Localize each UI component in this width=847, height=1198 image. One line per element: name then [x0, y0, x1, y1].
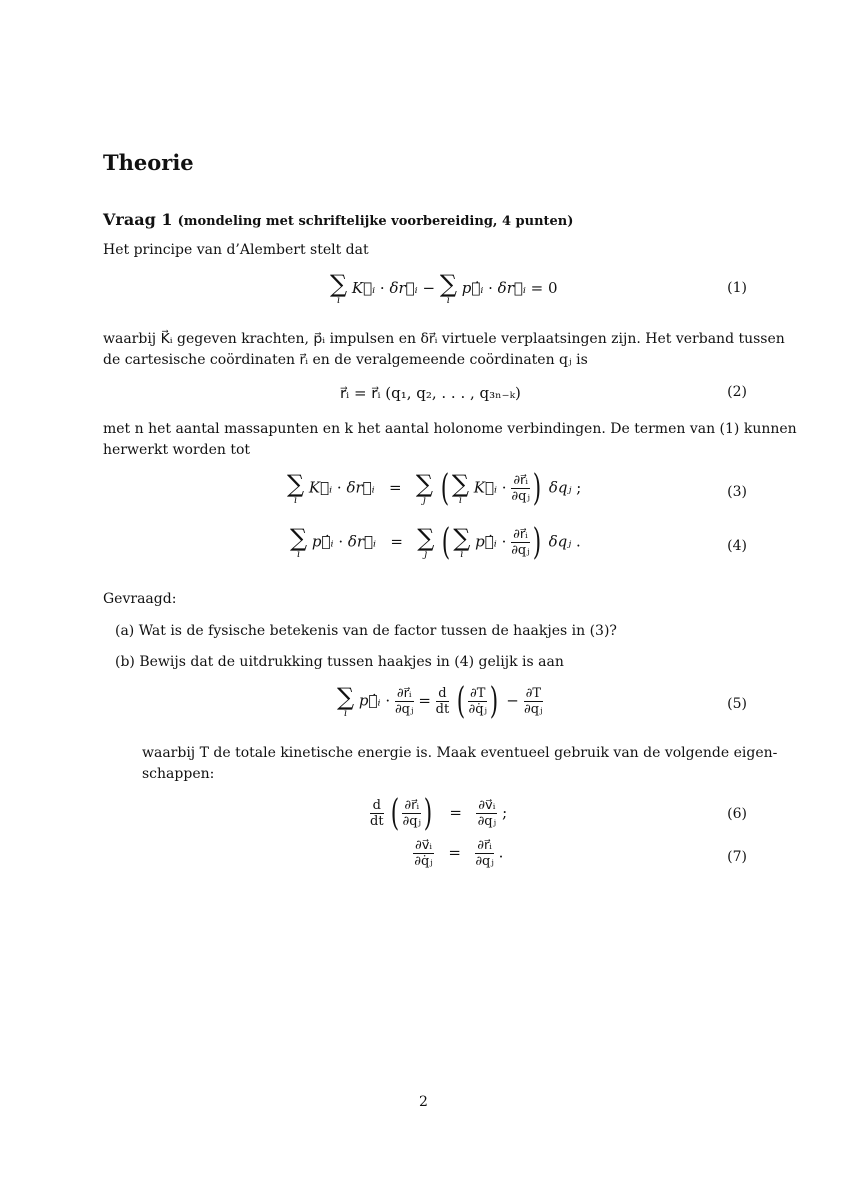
section-title: Theorie	[103, 150, 194, 175]
item-b-label: (b)	[115, 654, 135, 670]
item-a-label: (a)	[115, 623, 135, 639]
paragraph-2-line-1: waarbij K⃗ᵢ gegeven krachten, p⃗ᵢ impulsen en δr⃗ᵢ virtuele verplaatsingen zijn. Het verband tussen	[103, 331, 785, 347]
question-title	[103, 210, 573, 229]
gevraagd-label: Gevraagd:	[103, 591, 177, 607]
paragraph-4-line-1: waarbij T de totale kinetische energie is. Maak eventueel gebruik van de volgende eigen-	[142, 745, 778, 761]
paragraph-2-line-2: de cartesische coördinaten r⃗ᵢ en de veralgemeende coördinaten qⱼ is	[103, 352, 588, 368]
paragraph-4-line-2: schappen:	[142, 766, 215, 782]
question-subtitle: (mondeling met schriftelijke voorbereiding, 4 punten)	[177, 214, 574, 229]
page-number: 2	[419, 1094, 428, 1110]
equation-6: $\frac{d}{dt}$ ( $\frac{\text{∂r⃗ᵢ}}{\text{∂qⱼ}}$ ) = $\frac{\text{∂v⃗ᵢ}}{\text{∂qⱼ}}$ ;	[370, 793, 508, 834]
item-b-text: Bewijs dat de uitdrukking tussen haakjes in (4) gelijk is aan	[139, 654, 564, 670]
question-number: Vraag 1	[103, 210, 173, 229]
equation-3-number: (3)	[727, 484, 747, 500]
equation-2-number: (2)	[727, 384, 747, 400]
equation-3: ∑ i K⃗ᵢ · δr⃗ᵢ = ∑ j ( ∑ i K⃗ᵢ · $\frac{\text{∂r⃗ᵢ}}{\text{∂qⱼ}}$ ) δqⱼ ;	[287, 468, 582, 509]
equation-5-number: (5)	[727, 696, 747, 712]
equation-2: r⃗ᵢ = r⃗ᵢ (q₁, q₂, . . . , q₃ₙ₋ₖ)	[340, 384, 521, 402]
equation-7: $\frac{\text{∂v⃗ᵢ}}{\text{∂q̇ⱼ}}$ = $\frac{\text{∂r⃗ᵢ}}{\text{∂qⱼ}}$ .	[414, 838, 504, 869]
intro-text: Het principe van d’Alembert stelt dat	[103, 242, 369, 258]
equation-4-number: (4)	[727, 538, 747, 554]
paragraph-3-line-1: met n het aantal massapunten en k het aantal holonome verbindingen. De termen van (1) kunnen	[103, 421, 797, 437]
equation-7-number: (7)	[727, 849, 747, 865]
item-a-text: Wat is de fysische betekenis van de factor tussen de haakjes in (3)?	[138, 623, 617, 639]
equation-1: ∑ i K⃗ᵢ · δr⃗ᵢ − ∑ i p⃗̇ᵢ · δr⃗ᵢ = 0	[330, 270, 558, 306]
equation-6-number: (6)	[727, 806, 747, 822]
equation-5: ∑ i p⃗̇ᵢ · $\frac{\text{∂r⃗ᵢ}}{\text{∂qⱼ}}$ = $\frac{d}{dt}$ ( $\frac{\partial T}{\text{∂q̇ⱼ}}$ ) − $\frac{\partial T}{\text{∂qⱼ}}$	[337, 681, 543, 722]
item-b	[115, 652, 564, 673]
item-a	[115, 621, 617, 642]
paragraph-3-line-2: herwerkt worden tot	[103, 442, 251, 458]
equation-4: ∑ i p⃗̇ᵢ · δr⃗ᵢ = ∑ j ( ∑ i p⃗̇ᵢ · $\frac{\text{∂r⃗ᵢ}}{\text{∂qⱼ}}$ ) δqⱼ .	[290, 522, 581, 563]
equation-1-number: (1)	[727, 280, 747, 296]
